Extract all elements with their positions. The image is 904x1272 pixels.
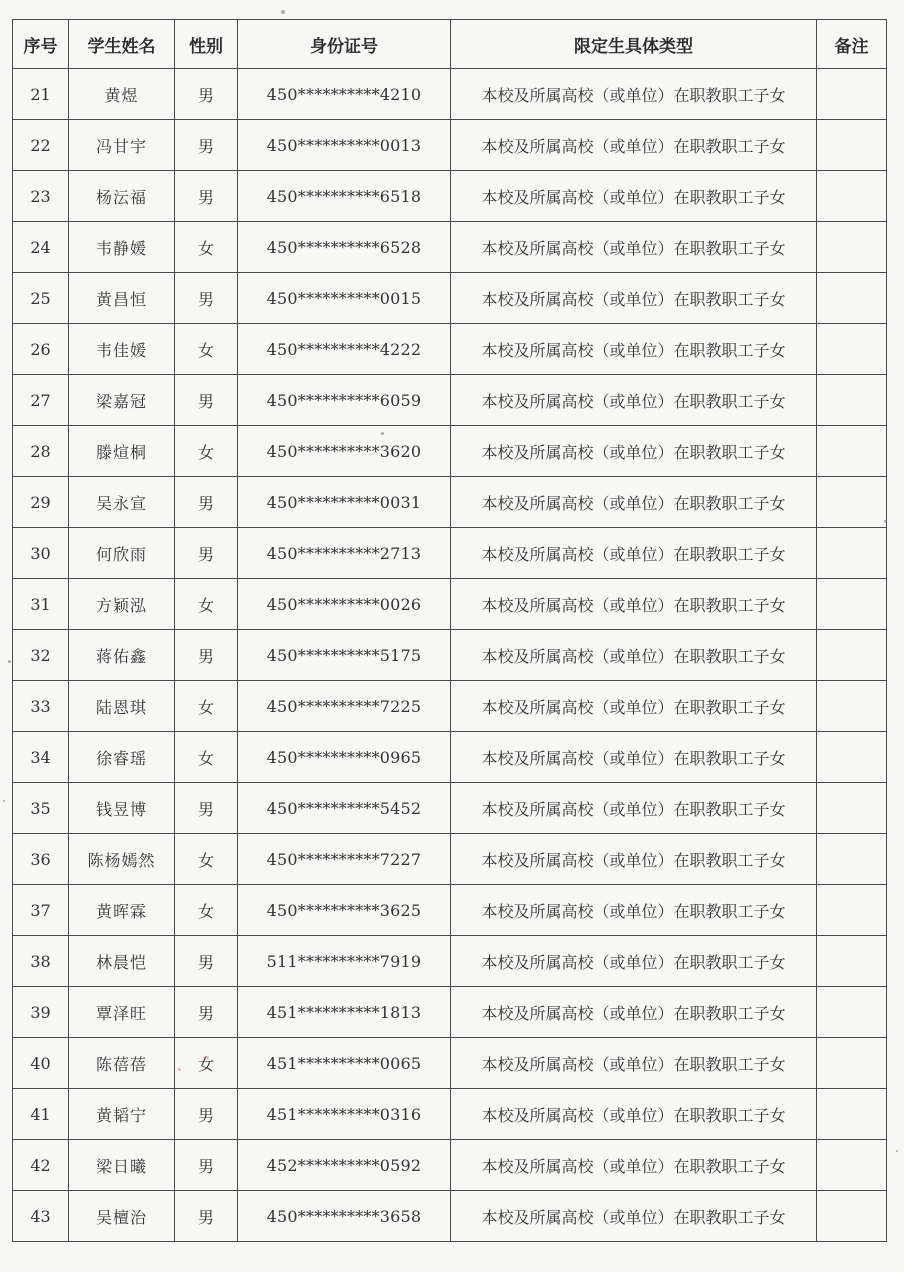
- cell-sex: 男: [175, 1089, 238, 1140]
- cell-note: [817, 324, 887, 375]
- cell-id-number: 451**********0316: [238, 1089, 451, 1140]
- cell-note: [817, 171, 887, 222]
- cell-note: [817, 630, 887, 681]
- table-row: [13, 222, 887, 273]
- cell-sex: 男: [175, 171, 238, 222]
- cell-sex: 男: [175, 120, 238, 171]
- cell-seq: 21: [13, 69, 69, 120]
- cell-seq: 39: [13, 987, 69, 1038]
- cell-id-number: 450**********0965: [238, 732, 451, 783]
- cell-id-number: 450**********6518: [238, 171, 451, 222]
- cell-name: 钱昱博: [69, 783, 175, 834]
- scan-speck: [8, 660, 11, 663]
- cell-id-number: 450**********0026: [238, 579, 451, 630]
- cell-sex: 女: [175, 834, 238, 885]
- table-row: [13, 1191, 887, 1242]
- cell-type: 本校及所属高校（或单位）在职教职工子女: [451, 681, 817, 732]
- cell-seq: 24: [13, 222, 69, 273]
- cell-note: [817, 477, 887, 528]
- cell-id-number: 450**********0031: [238, 477, 451, 528]
- cell-seq: 29: [13, 477, 69, 528]
- cell-sex: 女: [175, 579, 238, 630]
- cell-type: 本校及所属高校（或单位）在职教职工子女: [451, 630, 817, 681]
- cell-note: [817, 885, 887, 936]
- table-row: [13, 69, 887, 120]
- cell-type: 本校及所属高校（或单位）在职教职工子女: [451, 1140, 817, 1191]
- cell-name: 何欣雨: [69, 528, 175, 579]
- cell-note: [817, 579, 887, 630]
- cell-name: 林晨恺: [69, 936, 175, 987]
- cell-type: 本校及所属高校（或单位）在职教职工子女: [451, 579, 817, 630]
- cell-sex: 男: [175, 528, 238, 579]
- cell-note: [817, 834, 887, 885]
- cell-seq: 37: [13, 885, 69, 936]
- cell-name: 杨沄福: [69, 171, 175, 222]
- scan-speck: [178, 1068, 181, 1071]
- cell-sex: 女: [175, 222, 238, 273]
- cell-seq: 28: [13, 426, 69, 477]
- table-row: [13, 1089, 887, 1140]
- cell-name: 陈杨嫣然: [69, 834, 175, 885]
- table-row: [13, 528, 887, 579]
- cell-type: 本校及所属高校（或单位）在职教职工子女: [451, 783, 817, 834]
- cell-name: 梁日曦: [69, 1140, 175, 1191]
- scan-speck: [884, 520, 887, 523]
- cell-seq: 40: [13, 1038, 69, 1089]
- cell-name: 黄煜: [69, 69, 175, 120]
- cell-name: 韦静媛: [69, 222, 175, 273]
- cell-seq: 23: [13, 171, 69, 222]
- cell-note: [817, 783, 887, 834]
- cell-sex: 女: [175, 324, 238, 375]
- cell-type: 本校及所属高校（或单位）在职教职工子女: [451, 171, 817, 222]
- cell-name: 方颖泓: [69, 579, 175, 630]
- cell-sex: 男: [175, 630, 238, 681]
- cell-id-number: 451**********1813: [238, 987, 451, 1038]
- cell-type: 本校及所属高校（或单位）在职教职工子女: [451, 69, 817, 120]
- cell-id-number: 450**********5452: [238, 783, 451, 834]
- cell-id-number: 450**********4222: [238, 324, 451, 375]
- cell-id-number: 450**********7225: [238, 681, 451, 732]
- cell-type: 本校及所属高校（或单位）在职教职工子女: [451, 834, 817, 885]
- cell-sex: 女: [175, 732, 238, 783]
- cell-seq: 36: [13, 834, 69, 885]
- table-row: [13, 681, 887, 732]
- cell-seq: 35: [13, 783, 69, 834]
- cell-seq: 33: [13, 681, 69, 732]
- cell-name: 黄昌恒: [69, 273, 175, 324]
- header-seq: 序号: [13, 20, 69, 69]
- cell-note: [817, 273, 887, 324]
- cell-note: [817, 987, 887, 1038]
- cell-id-number: 452**********0592: [238, 1140, 451, 1191]
- cell-id-number: 450**********3620: [238, 426, 451, 477]
- cell-note: [817, 426, 887, 477]
- cell-type: 本校及所属高校（或单位）在职教职工子女: [451, 528, 817, 579]
- cell-name: 陈蓓蓓: [69, 1038, 175, 1089]
- cell-sex: 男: [175, 936, 238, 987]
- cell-id-number: 450**********3658: [238, 1191, 451, 1242]
- cell-name: 徐睿瑶: [69, 732, 175, 783]
- cell-note: [817, 936, 887, 987]
- cell-seq: 32: [13, 630, 69, 681]
- table-row: [13, 834, 887, 885]
- cell-id-number: 450**********3625: [238, 885, 451, 936]
- cell-note: [817, 681, 887, 732]
- table-row: [13, 273, 887, 324]
- table-body: [13, 69, 887, 1242]
- cell-note: [817, 120, 887, 171]
- cell-type: 本校及所属高校（或单位）在职教职工子女: [451, 375, 817, 426]
- cell-sex: 男: [175, 69, 238, 120]
- table-row: [13, 630, 887, 681]
- table-row: [13, 579, 887, 630]
- cell-sex: 男: [175, 783, 238, 834]
- header-note: 备注: [817, 20, 887, 69]
- cell-seq: 25: [13, 273, 69, 324]
- cell-seq: 30: [13, 528, 69, 579]
- cell-note: [817, 1191, 887, 1242]
- cell-note: [817, 375, 887, 426]
- cell-type: 本校及所属高校（或单位）在职教职工子女: [451, 1089, 817, 1140]
- cell-seq: 34: [13, 732, 69, 783]
- cell-type: 本校及所属高校（或单位）在职教职工子女: [451, 324, 817, 375]
- table-row: [13, 171, 887, 222]
- cell-name: 滕煊桐: [69, 426, 175, 477]
- header-row: [13, 20, 887, 69]
- header-name: 学生姓名: [69, 20, 175, 69]
- cell-note: [817, 528, 887, 579]
- cell-note: [817, 1140, 887, 1191]
- cell-sex: 男: [175, 987, 238, 1038]
- cell-type: 本校及所属高校（或单位）在职教职工子女: [451, 120, 817, 171]
- cell-sex: 男: [175, 1191, 238, 1242]
- table-row: [13, 885, 887, 936]
- cell-type: 本校及所属高校（或单位）在职教职工子女: [451, 936, 817, 987]
- scan-speck: [3, 800, 5, 802]
- cell-type: 本校及所属高校（或单位）在职教职工子女: [451, 1191, 817, 1242]
- cell-name: 梁嘉冠: [69, 375, 175, 426]
- scan-speck: [381, 432, 384, 435]
- cell-name: 陆恩琪: [69, 681, 175, 732]
- cell-type: 本校及所属高校（或单位）在职教职工子女: [451, 987, 817, 1038]
- header-id: 身份证号: [238, 20, 451, 69]
- cell-name: 吴永宣: [69, 477, 175, 528]
- cell-id-number: 450**********0015: [238, 273, 451, 324]
- cell-type: 本校及所属高校（或单位）在职教职工子女: [451, 273, 817, 324]
- cell-seq: 38: [13, 936, 69, 987]
- cell-id-number: 450**********6059: [238, 375, 451, 426]
- table-row: [13, 783, 887, 834]
- cell-sex: 女: [175, 681, 238, 732]
- cell-sex: 女: [175, 426, 238, 477]
- cell-type: 本校及所属高校（或单位）在职教职工子女: [451, 1038, 817, 1089]
- cell-id-number: 450**********0013: [238, 120, 451, 171]
- scan-speck: [205, 1056, 209, 1059]
- cell-sex: 男: [175, 1140, 238, 1191]
- table-row: [13, 936, 887, 987]
- cell-name: 黄韬宁: [69, 1089, 175, 1140]
- cell-type: 本校及所属高校（或单位）在职教职工子女: [451, 426, 817, 477]
- cell-seq: 41: [13, 1089, 69, 1140]
- table-row: [13, 1140, 887, 1191]
- cell-seq: 42: [13, 1140, 69, 1191]
- table-row: [13, 1038, 887, 1089]
- student-roster-table: [12, 19, 887, 1242]
- cell-type: 本校及所属高校（或单位）在职教职工子女: [451, 732, 817, 783]
- table-row: [13, 375, 887, 426]
- cell-name: 冯甘宇: [69, 120, 175, 171]
- header-sex: 性别: [175, 20, 238, 69]
- cell-sex: 男: [175, 477, 238, 528]
- table-row: [13, 324, 887, 375]
- cell-id-number: 450**********2713: [238, 528, 451, 579]
- cell-seq: 27: [13, 375, 69, 426]
- cell-note: [817, 69, 887, 120]
- table-row: [13, 477, 887, 528]
- cell-sex: 女: [175, 1038, 238, 1089]
- cell-sex: 女: [175, 885, 238, 936]
- cell-type: 本校及所属高校（或单位）在职教职工子女: [451, 885, 817, 936]
- cell-note: [817, 732, 887, 783]
- cell-id-number: 450**********7227: [238, 834, 451, 885]
- cell-note: [817, 1038, 887, 1089]
- cell-id-number: 450**********6528: [238, 222, 451, 273]
- table-row: [13, 426, 887, 477]
- cell-seq: 26: [13, 324, 69, 375]
- cell-id-number: 511**********7919: [238, 936, 451, 987]
- table-row: [13, 732, 887, 783]
- cell-type: 本校及所属高校（或单位）在职教职工子女: [451, 222, 817, 273]
- cell-seq: 22: [13, 120, 69, 171]
- cell-note: [817, 1089, 887, 1140]
- cell-note: [817, 222, 887, 273]
- cell-name: 覃泽旺: [69, 987, 175, 1038]
- cell-sex: 男: [175, 375, 238, 426]
- scan-speck: [281, 10, 285, 14]
- table-row: [13, 987, 887, 1038]
- cell-name: 蒋佑鑫: [69, 630, 175, 681]
- scan-speck: [896, 1150, 898, 1152]
- cell-name: 吴檀治: [69, 1191, 175, 1242]
- cell-sex: 男: [175, 273, 238, 324]
- table-row: [13, 120, 887, 171]
- cell-id-number: 451**********0065: [238, 1038, 451, 1089]
- cell-name: 韦佳媛: [69, 324, 175, 375]
- cell-name: 黄晖霖: [69, 885, 175, 936]
- cell-seq: 43: [13, 1191, 69, 1242]
- cell-id-number: 450**********5175: [238, 630, 451, 681]
- header-type: 限定生具体类型: [451, 20, 817, 69]
- cell-seq: 31: [13, 579, 69, 630]
- cell-id-number: 450**********4210: [238, 69, 451, 120]
- table-header: [13, 20, 887, 69]
- cell-type: 本校及所属高校（或单位）在职教职工子女: [451, 477, 817, 528]
